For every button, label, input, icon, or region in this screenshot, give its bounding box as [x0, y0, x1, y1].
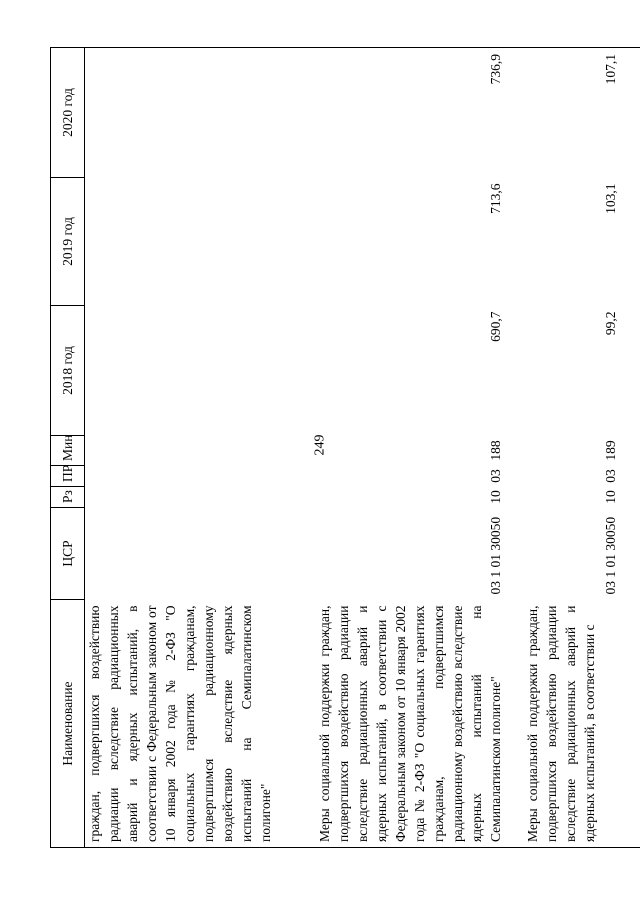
row-rz: 10	[603, 490, 618, 504]
row-pr	[85, 466, 296, 487]
row-2018: 99,2	[603, 311, 618, 336]
row-min	[85, 436, 296, 466]
table-row	[513, 48, 640, 848]
row-2019: 103,1	[603, 183, 618, 214]
header-min: Мин	[51, 436, 85, 466]
row-2020	[85, 48, 296, 178]
row-csr: 03 1 01 30050	[488, 516, 503, 595]
header-2020: 2020 год	[51, 48, 85, 178]
header-name: Наименование	[51, 600, 85, 848]
table-header-row	[51, 48, 85, 848]
header-rz: Рз	[51, 487, 85, 508]
row-2019: 713,6	[488, 183, 503, 214]
header-2018: 2018 год	[51, 306, 85, 436]
row-2018: 690,7	[488, 311, 503, 342]
table-row	[85, 48, 296, 848]
header-2019: 2019 год	[51, 178, 85, 306]
row-name: Меры социальной поддержки граждан, подвергшихся воздействию радиации вследствие радиационных аварий и ядерных испытаний, в соответствии с	[513, 600, 640, 848]
header-pr: ПР	[51, 466, 85, 487]
row-rz	[85, 487, 296, 508]
page-number: 249	[312, 434, 327, 456]
row-name: Меры социальной поддержки граждан, подвергшихся воздействию радиации вследствие радиационных аварий и ядерных испытаний, в соответствии с Федеральным законом от 10 января 2002 года № 2-ФЗ "О социальных гарантиях гражданам, подвергшимся радиационному воздействию вследствие ядерных испытаний на Семипалатинском полигоне"	[295, 600, 513, 848]
row-2020: 107,1	[513, 48, 640, 178]
budget-table	[50, 47, 640, 848]
row-pr: 03	[488, 469, 503, 483]
row-csr: 03 1 01 30050	[603, 516, 618, 595]
row-rz: 10	[488, 490, 503, 504]
row-2019	[85, 178, 296, 306]
row-min: 188	[488, 440, 503, 461]
row-csr	[85, 508, 296, 600]
row-name: граждан, подвергшихся воздействию радиации вследствие радиационных аварий и ядерных испытаний, в соответствии с Федеральным законом от 10 января 2002 года № 2-ФЗ "О социальных гарантиях гражданам, подвергшимся радиационному воздействию вследствие ядерных испытаний на Семипалатинском полигоне"	[85, 600, 296, 848]
row-pr: 03	[603, 469, 618, 483]
row-2020: 736,9	[295, 48, 513, 178]
header-csr: ЦСР	[51, 508, 85, 600]
row-min: 189	[603, 440, 618, 461]
row-2018	[85, 306, 296, 436]
table-row	[295, 48, 513, 848]
rotated-table-container	[50, 48, 630, 848]
